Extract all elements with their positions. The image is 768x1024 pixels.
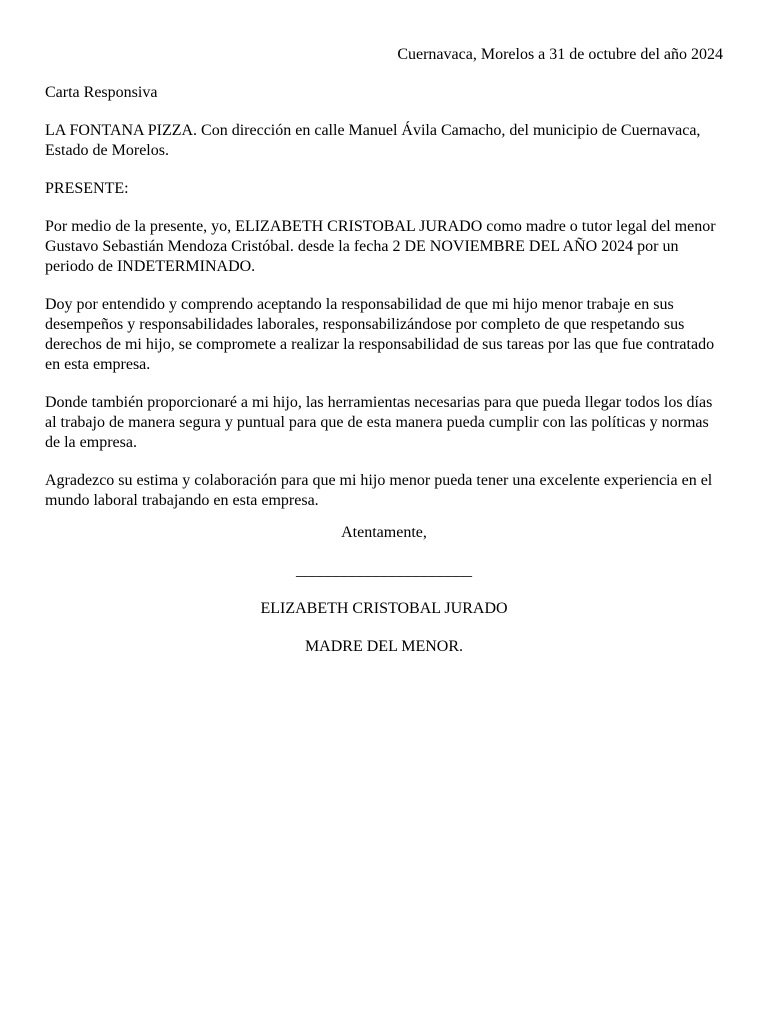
signer-name: ELIZABETH CRISTOBAL JURADO xyxy=(260,600,508,617)
letter-body xyxy=(45,45,723,657)
paragraph-declaration: Por medio de la presente, yo, ELIZABETH CRISTOBAL JURADO como madre o tutor legal del menor Gustavo Sebastián Mendoza Cristóbal. desde la fecha 2 DE NOVIEMBRE DEL AÑO 2024 por un periodo de INDETERMINADO. xyxy=(45,218,716,275)
paragraph-tools: Donde también proporcionaré a mi hijo, las herramientas necesarias para que pueda llegar todos los días al trabajo de manera segura y puntual para que de esta manera pueda cumplir con las políticas y normas de la empresa. xyxy=(45,394,713,451)
place-date: Cuernavaca, Morelos a 31 de octubre del año 2024 xyxy=(397,46,723,63)
salutation: PRESENTE: xyxy=(45,180,129,197)
signer-role: MADRE DEL MENOR. xyxy=(304,638,464,655)
recipient-block: LA FONTANA PIZZA. Con dirección en calle Manuel Ávila Camacho, del municipio de Cuernavaca, Estado de Morelos. xyxy=(45,122,701,159)
signature-line: ______________________ xyxy=(296,562,472,579)
closing: Atentamente, xyxy=(341,524,427,541)
letter-subject: Carta Responsiva xyxy=(45,84,158,101)
paragraph-responsibility: Doy por entendido y comprendo aceptando la responsabilidad de que mi hijo menor trabaje en sus desempeños y responsabilidades laborales, responsabilizándose por completo de que respetando sus derechos de mi hijo, se compromete a realizar la responsabilidad de sus tareas por las que fue contratado en esta empresa. xyxy=(45,296,715,373)
paragraph-thanks: Agradezco su estima y colaboración para que mi hijo menor pueda tener una excelente experiencia en el mundo laboral trabajando en esta empresa. xyxy=(45,472,713,509)
